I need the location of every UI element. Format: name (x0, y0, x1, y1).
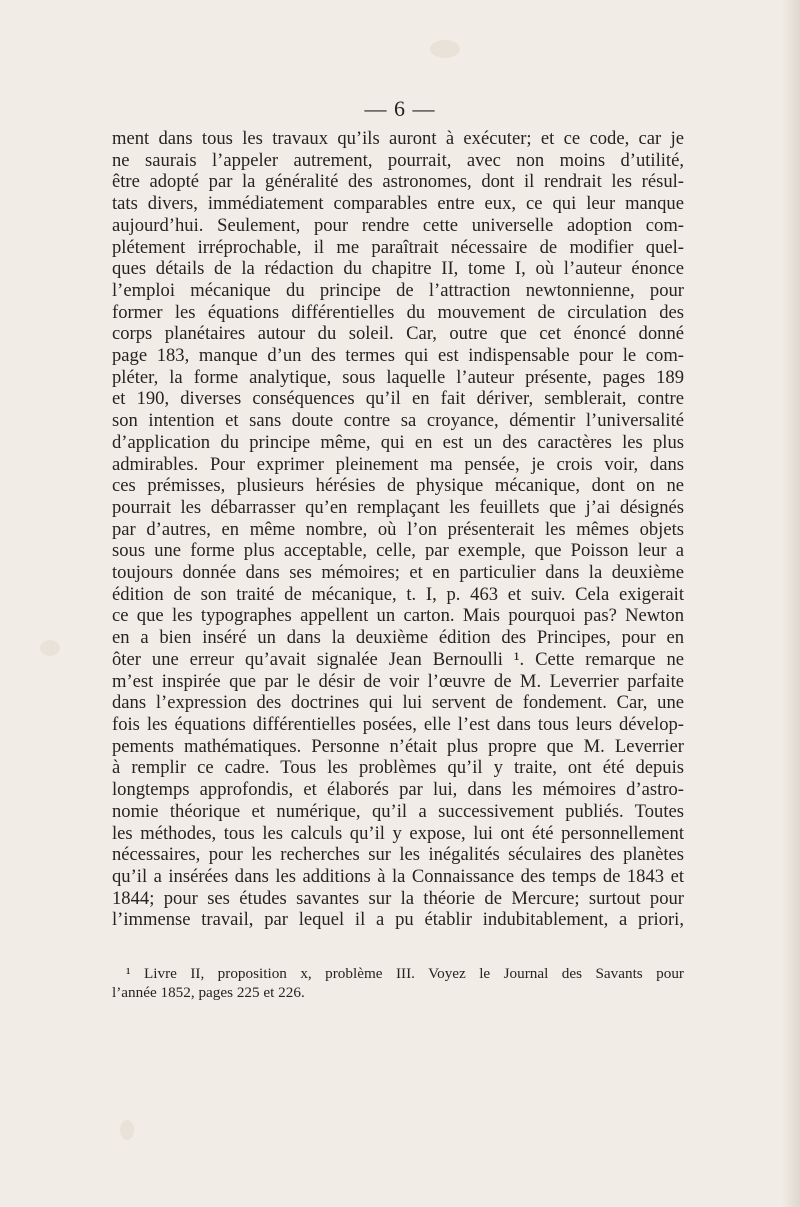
page-edge-shadow (782, 0, 800, 1207)
text-line: toujours donnée dans ses mémoires; et en particulier dans la deuxième (112, 562, 684, 584)
text-line: à remplir ce cadre. Tous les problèmes qu’il y traite, ont été depuis (112, 757, 684, 779)
text-line: former les équations différentielles du mouvement de circulation des (112, 301, 684, 323)
footnote (112, 964, 684, 1002)
text-line: ce que les typographes appellent un carton. Mais pourquoi pas? Newton (112, 605, 684, 627)
body-text (112, 128, 684, 931)
text-line: édition de son traité de mécanique, t. I, p. 463 et suiv. Cela exigerait (112, 583, 684, 605)
paper-stain (120, 1120, 134, 1140)
text-line: pements mathématiques. Personne n’était plus propre que M. Leverrier (112, 735, 684, 757)
text-line: plétement irréprochable, il me paraîtrait nécessaire de modifier quel- (112, 236, 684, 258)
page-number: — 6 — (364, 96, 436, 121)
text-line: son intention et sans doute contre sa croyance, démentir l’universalité (112, 410, 684, 432)
text-line: ment dans tous les travaux qu’ils auront à exécuter; et ce code, car je (112, 128, 684, 149)
text-line: page 183, manque d’un des termes qui est indispensable pour le com- (112, 345, 684, 367)
text-line: par d’autres, en même nombre, où l’on présenterait les mêmes objets (112, 518, 684, 540)
text-line: admirables. Pour exprimer pleinement ma pensée, je crois voir, dans (112, 453, 684, 475)
text-line: être adopté par la généralité des astronomes, dont il rendrait les résul- (112, 171, 684, 193)
text-line: fois les équations différentielles posées, elle l’est dans tous leurs dévelop- (112, 713, 684, 735)
footnote-line: ¹ Livre II, proposition x, problème III. Voyez le Journal des Savants pour (126, 965, 684, 982)
text-line: aujourd’hui. Seulement, pour rendre cette universelle adoption com- (112, 214, 684, 236)
text-line: ôter une erreur qu’avait signalée Jean Bernoulli ¹. Cette remarque ne (112, 648, 684, 670)
text-line: nécessaires, pour les recherches sur les inégalités séculaires des planètes (112, 844, 684, 866)
text-line: sous une forme plus acceptable, celle, par exemple, que Poisson leur a (112, 540, 684, 562)
text-line: en a bien inséré un dans la deuxième édition des Principes, pour en (112, 627, 684, 649)
text-line: pourrait les débarrasser qu’en remplaçant les feuillets que j’ai désignés (112, 496, 684, 518)
text-line: qu’il a insérées dans les additions à la Connaissance des temps de 1843 et (112, 865, 684, 887)
footnote-line: l’année 1852, pages 225 et 226. (112, 984, 305, 1001)
text-line: ne saurais l’appeler autrement, pourrait, avec non moins d’utilité, (112, 149, 684, 171)
text-line: m’est inspirée que par le désir de voir l’œuvre de M. Leverrier parfaite (112, 670, 684, 692)
text-line: dans l’expression des doctrines qui lui servent de fondement. Car, une (112, 692, 684, 714)
text-line: les méthodes, tous les calculs qu’il y expose, lui ont été personnellement (112, 822, 684, 844)
text-line: et 190, diverses conséquences qu’il en fait dériver, semblerait, contre (112, 388, 684, 410)
text-line: l’emploi mécanique du principe de l’attraction newtonnienne, pour (112, 279, 684, 301)
text-line: ces prémisses, plusieurs hérésies de physique mécanique, dont on ne (112, 475, 684, 497)
text-line: pléter, la forme analytique, sous laquelle l’auteur présente, pages 189 (112, 366, 684, 388)
text-line: nomie théorique et numérique, qu’il a successivement publiés. Toutes (112, 800, 684, 822)
text-line: corps planétaires autour du soleil. Car, outre que cet énoncé donné (112, 323, 684, 345)
text-line: longtemps approfondis, et élaborés par lui, dans les mémoires d’astro- (112, 779, 684, 801)
paper-stain (40, 640, 60, 656)
text-line: 1844; pour ses études savantes sur la théorie de Mercure; surtout pour (112, 887, 684, 909)
text-line: tats divers, immédiatement comparables entre eux, ce qui leur manque (112, 193, 684, 215)
text-line: l’immense travail, par lequel il a pu établir indubitablement, a priori, (112, 909, 684, 931)
text-line: ques détails de la rédaction du chapitre II, tome I, où l’auteur énonce (112, 258, 684, 280)
text-line: d’application du principe même, qui en est un des caractères les plus (112, 431, 684, 453)
paper-stain (430, 40, 460, 58)
